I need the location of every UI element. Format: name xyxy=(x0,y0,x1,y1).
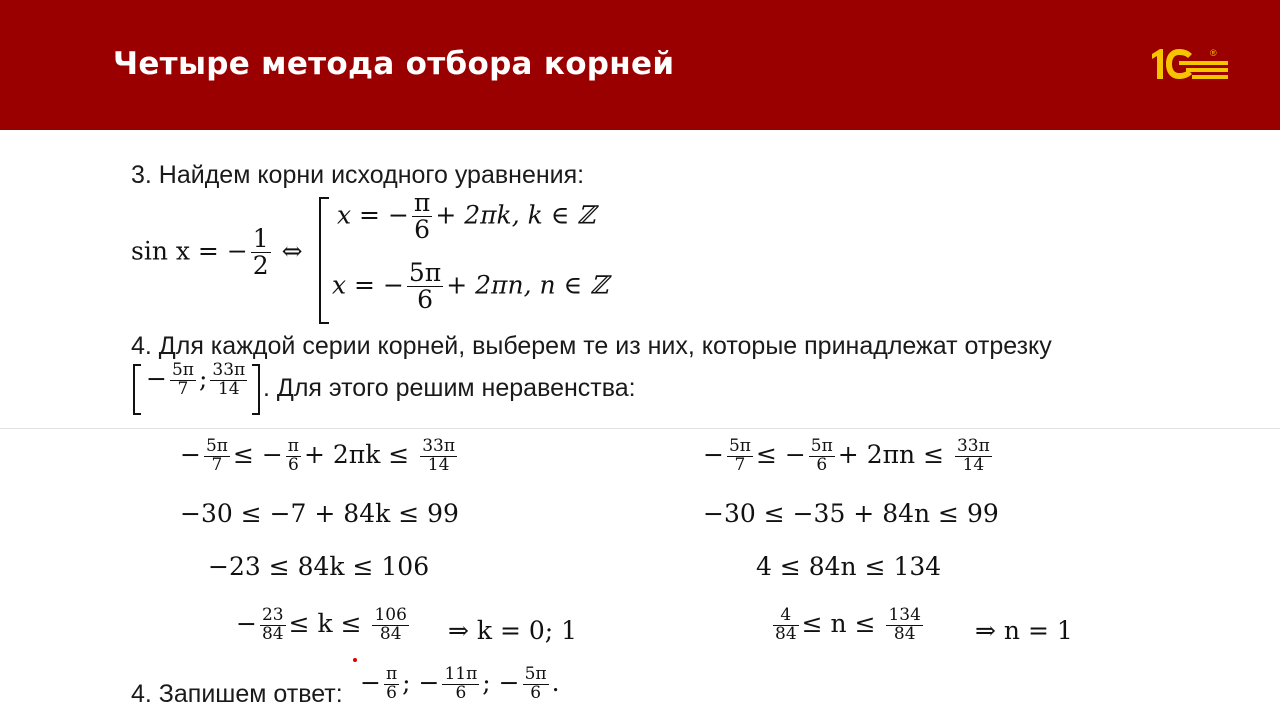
registered-icon: ® xyxy=(1210,48,1217,58)
left-ineq-3: −23 ≤ 84k ≤ 106 xyxy=(208,552,430,581)
divider xyxy=(0,428,1280,429)
cursor-dot xyxy=(353,658,357,662)
right-ineq-4: $\frac{4}{84}$ ≤ n ≤ $\frac{134}{84}$ xyxy=(775,605,921,644)
left-ineq-1: − $\frac{5\pi}{7}$ ≤ − $\frac{\pi}{6}$ + 2πk ≤ $\frac{33\pi}{14}$ xyxy=(180,436,456,475)
answer-text: 4. Запишем ответ: xyxy=(131,680,343,708)
left-result: ⇒ k = 0; 1 xyxy=(448,616,578,645)
root-series-1: x = − $\frac{\pi}{6}$ + 2πk, k ∈ ℤ xyxy=(337,188,596,245)
equation-lhs: sin x = − $\frac{1}{2}$ ⇔ xyxy=(131,224,303,281)
slide-title: Четыре метода отбора корней xyxy=(113,46,675,82)
step4-text: 4. Для каждой серии корней, выберем те из них, которые принадлежат отрезку xyxy=(131,332,1052,360)
root-series-2: x = − $\frac{5\pi}{6}$ + 2πn, n ∈ ℤ xyxy=(332,258,609,315)
step3-text: 3. Найдем корни исходного уравнения: xyxy=(131,161,585,189)
right-ineq-1: − $\frac{5\pi}{7}$ ≤ − $\frac{5\pi}{6}$ + 2πn ≤ $\frac{33\pi}{14}$ xyxy=(703,436,990,475)
interval: − $\frac{5\pi}{7}$ ; $\frac{33\pi}{14}$ xyxy=(146,360,246,399)
right-ineq-2: −30 ≤ −35 + 84n ≤ 99 xyxy=(703,499,999,528)
right-result: ⇒ n = 1 xyxy=(975,616,1073,645)
right-ineq-3: 4 ≤ 84n ≤ 134 xyxy=(756,552,942,581)
answer-values: − $\frac{\pi}{6}$ ; − $\frac{11\pi}{6}$ ; − $\frac{5\pi}{6}$ . xyxy=(360,664,560,703)
step4-text2: . Для этого решим неравенства: xyxy=(263,374,636,402)
1c-logo xyxy=(1146,46,1230,89)
left-ineq-4: − $\frac{23}{84}$ ≤ k ≤ $\frac{106}{84}$ xyxy=(236,605,407,644)
system-bracket xyxy=(319,197,329,324)
left-ineq-2: −30 ≤ −7 + 84k ≤ 99 xyxy=(180,499,459,528)
interval-right-bracket xyxy=(252,364,260,415)
interval-left-bracket xyxy=(133,364,141,415)
